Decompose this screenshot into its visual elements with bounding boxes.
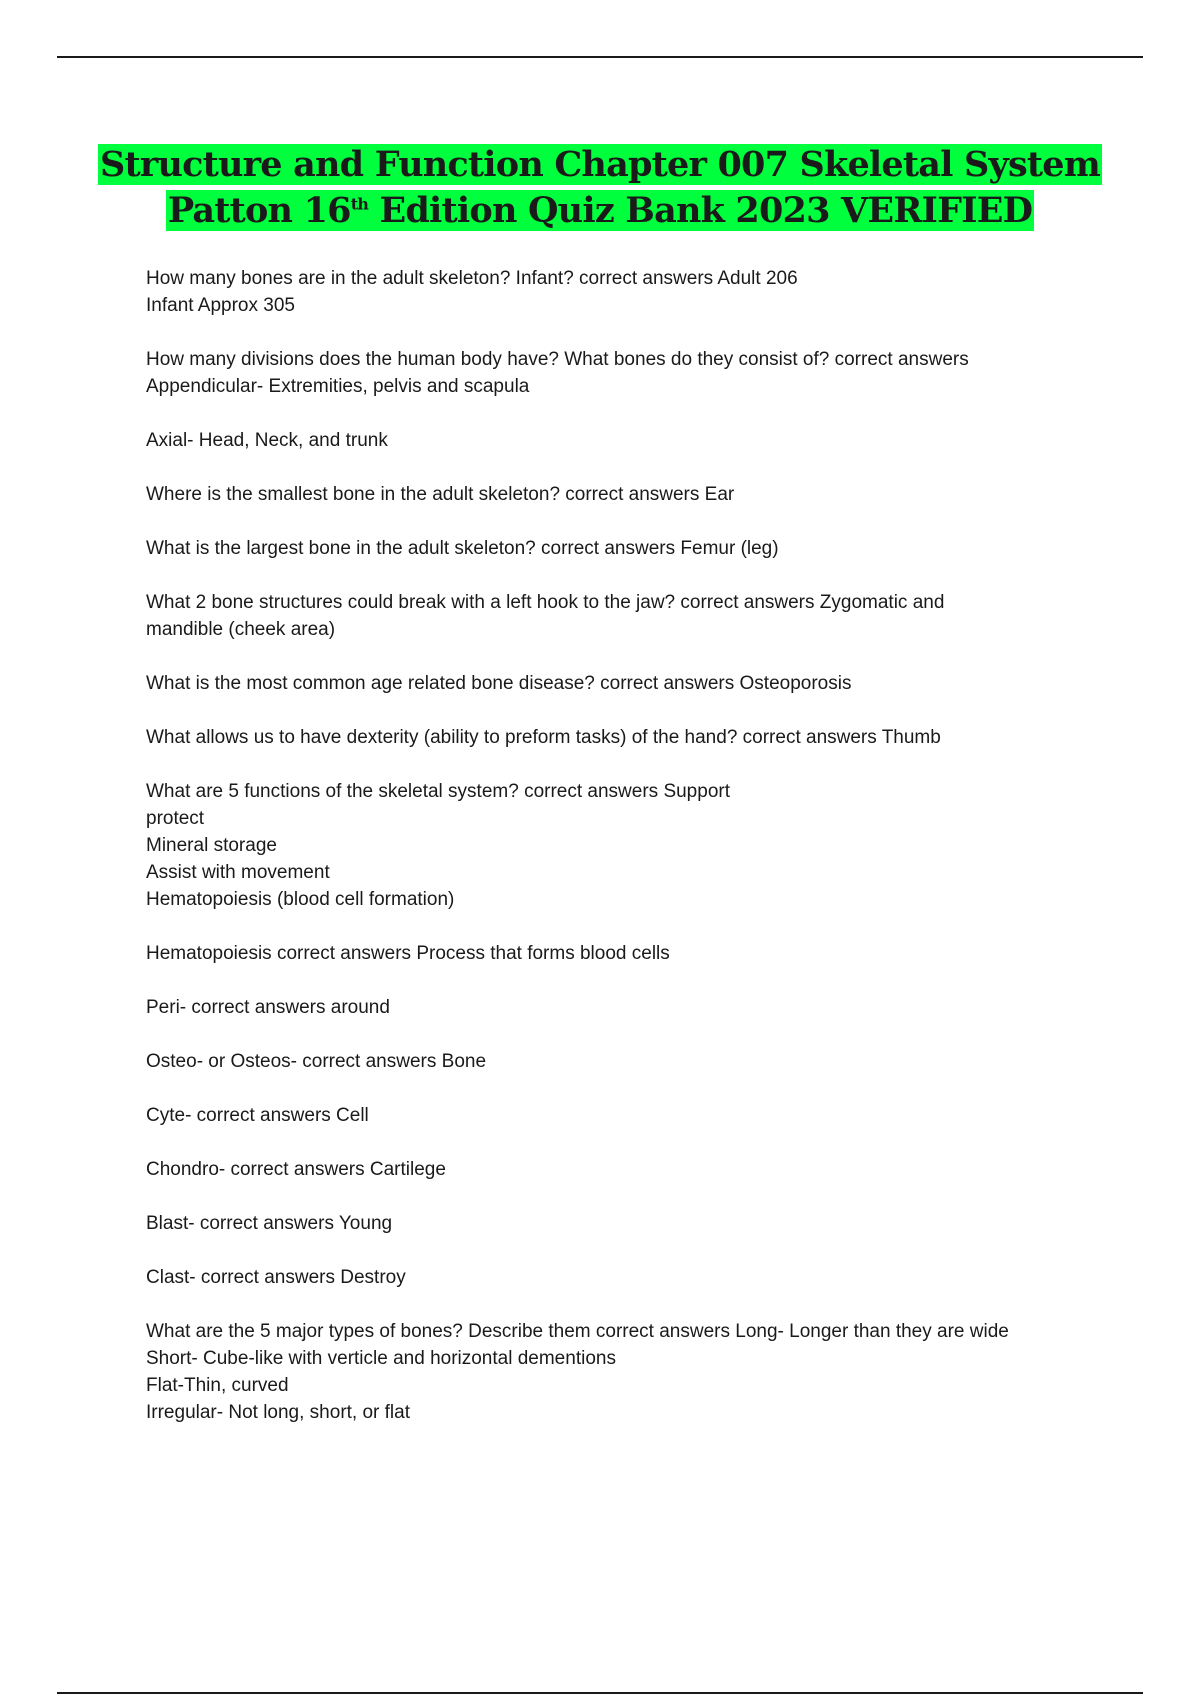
qa-item [146,427,1106,454]
qa-line: Infant Approx 305 [146,295,295,316]
qa-line: Mineral storage [146,835,277,856]
title-line-2-end: Edition Quiz Bank 2023 VERIFIED [368,190,1033,231]
qa-item [146,1210,1106,1237]
top-rule [57,56,1143,58]
qa-line: Cyte- correct answers Cell [146,1105,369,1126]
qa-line: What are 5 functions of the skeletal system? correct answers Support [146,781,730,802]
qa-item [146,1264,1106,1291]
qa-item [146,535,1106,562]
qa-item [146,940,1106,967]
qa-line: Axial- Head, Neck, and trunk [146,430,388,451]
qa-line: Where is the smallest bone in the adult skeleton? correct answers Ear [146,484,735,505]
document-title [60,142,1140,234]
qa-item [146,1102,1106,1129]
qa-line: Chondro- correct answers Cartilege [146,1159,446,1180]
qa-line: Irregular- Not long, short, or flat [146,1402,410,1423]
qa-line: mandible (cheek area) [146,619,336,640]
qa-item [146,589,1106,643]
qa-line: Flat-Thin, curved [146,1375,289,1396]
title-line-2-start: Patton 16 [167,190,351,231]
qa-line: What 2 bone structures could break with a left hook to the jaw? correct answers Zygomatic and [146,592,945,613]
qa-item [146,670,1106,697]
qa-item [146,346,1106,400]
qa-line: Peri- correct answers around [146,997,390,1018]
qa-line: Short- Cube-like with verticle and horizontal dementions [146,1348,616,1369]
qa-item [146,1156,1106,1183]
qa-item [146,778,1106,913]
qa-item [146,724,1106,751]
qa-item [146,994,1106,1021]
qa-line: What is the most common age related bone disease? correct answers Osteoporosis [146,673,852,694]
title-line-1: Structure and Function Chapter 007 Skeletal System [99,144,1101,185]
qa-line: What are the 5 major types of bones? Describe them correct answers Long- Longer than they are wide [146,1321,1009,1342]
qa-line: Osteo- or Osteos- correct answers Bone [146,1051,487,1072]
qa-item [146,1318,1106,1426]
qa-line: Hematopoiesis (blood cell formation) [146,889,455,910]
bottom-rule [57,1692,1143,1694]
qa-list [146,265,1106,1453]
qa-line: Appendicular- Extremities, pelvis and scapula [146,376,530,397]
qa-line: Blast- correct answers Young [146,1213,393,1234]
title-line-2 [166,190,1034,231]
qa-item [146,481,1106,508]
title-superscript: th [350,194,369,214]
qa-line: protect [146,808,205,829]
qa-line: Assist with movement [146,862,330,883]
qa-line: How many divisions does the human body have? What bones do they consist of? correct answers [146,349,969,370]
qa-item [146,265,1106,319]
qa-line: What is the largest bone in the adult skeleton? correct answers Femur (leg) [146,538,779,559]
qa-line: How many bones are in the adult skeleton? Infant? correct answers Adult 206 [146,268,798,289]
qa-line: Clast- correct answers Destroy [146,1267,406,1288]
qa-line: Hematopoiesis correct answers Process that forms blood cells [146,943,670,964]
qa-line: What allows us to have dexterity (ability to preform tasks) of the hand? correct answers Thumb [146,727,941,748]
qa-item [146,1048,1106,1075]
